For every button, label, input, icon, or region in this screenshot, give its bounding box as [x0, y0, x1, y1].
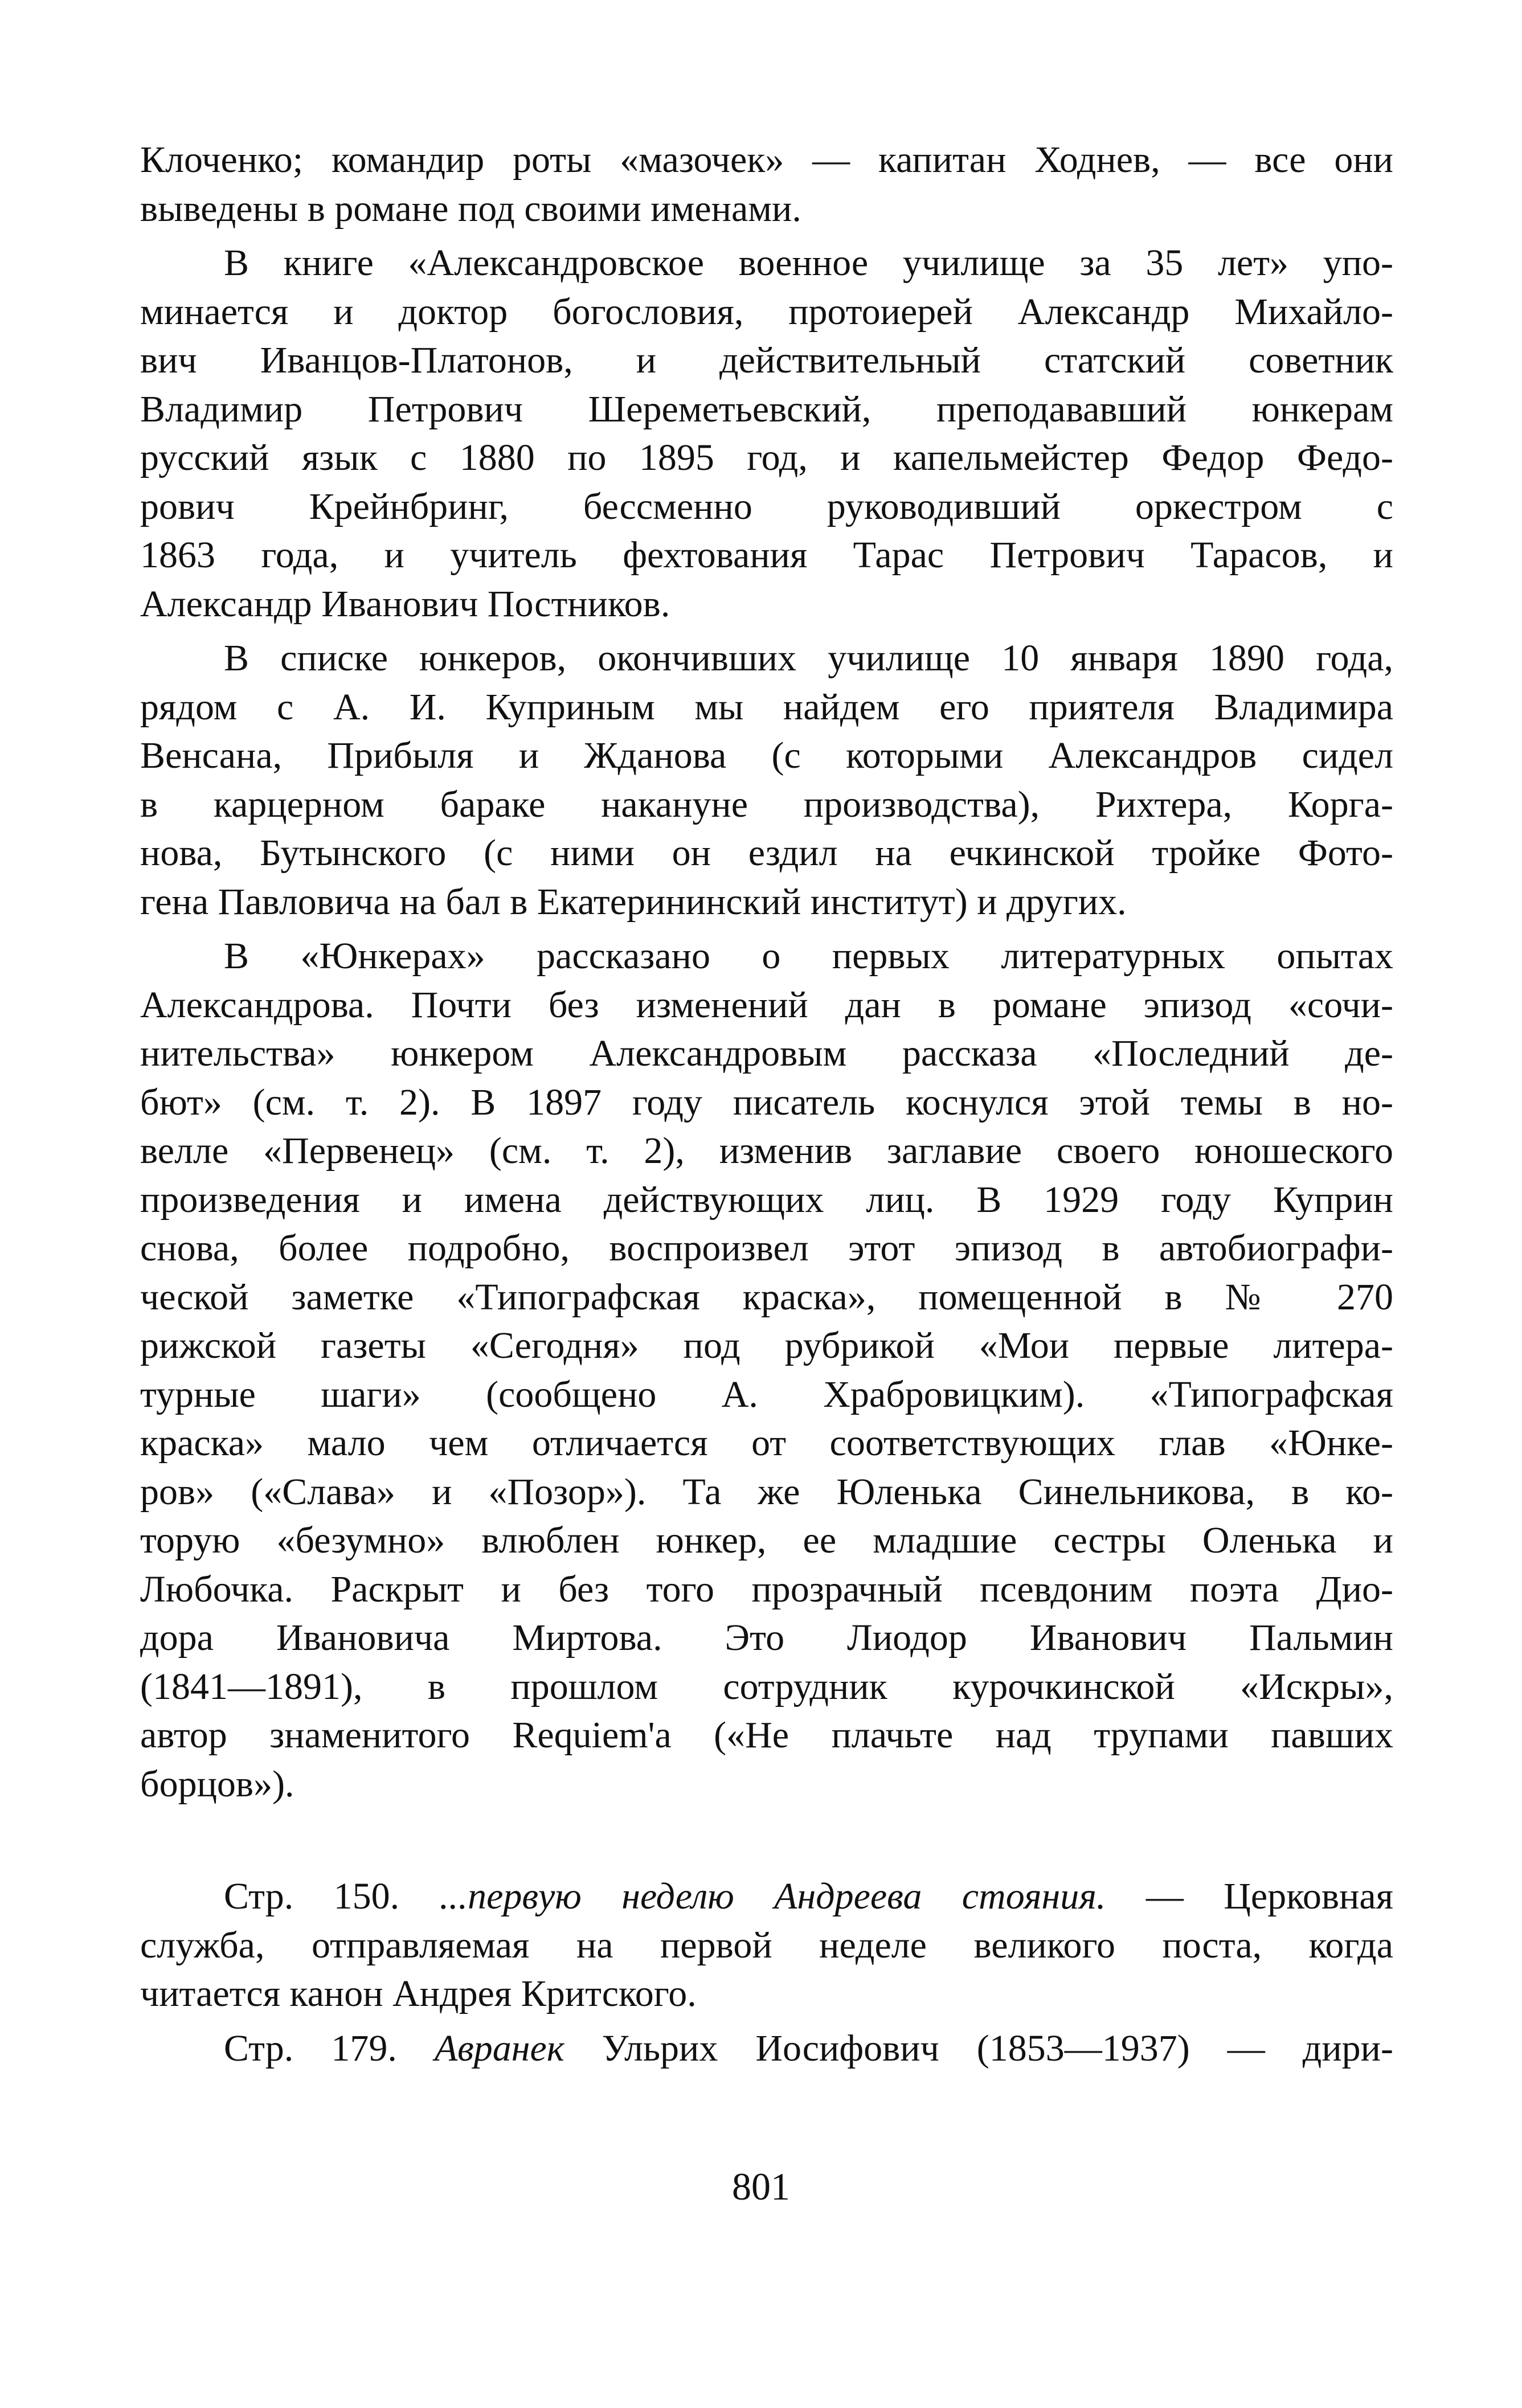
text-line: произведения и имена действующих лиц. В 1929 году Куприн — [140, 1178, 1393, 1221]
text-line: выведены в романе под своими именами. — [140, 187, 801, 230]
text-line: В списке юнкеров, окончивших училище 10 января 1890 года, — [224, 637, 1393, 679]
text-line: нительства» юнкером Александровым рассказа «Последний де- — [140, 1033, 1393, 1074]
note-text: Ульрих Иосифович (1853—1937) — дири- — [564, 2027, 1393, 2069]
paragraph — [140, 634, 1393, 926]
text-line: Александр Иванович Постников. — [140, 583, 670, 625]
text-line — [140, 1872, 1393, 1921]
text-line: 1863 года, и учитель фехтования Тарас Петрович Тарасов, и — [140, 534, 1393, 576]
note-ref: Стр. 179. — [224, 2027, 435, 2069]
text-line: рижской газеты «Сегодня» под рубрикой «Мои первые литера- — [140, 1325, 1393, 1366]
note-page-150 — [140, 1872, 1393, 2018]
text-line: вич Иванцов-Платонов, и действительный статский советник — [140, 339, 1393, 381]
text-line: ческой заметке «Типографская краска», помещенной в № 270 — [140, 1276, 1393, 1318]
text-line: (1841—1891), в прошлом сотрудник курочкинской «Искры», — [140, 1665, 1393, 1707]
text-line: служба, отправляемая на первой неделе великого поста, когда — [140, 1924, 1393, 1966]
paragraph — [140, 239, 1393, 628]
text-line: нова, Бутынского (с ними он ездил на ечкинской тройке Фото- — [140, 832, 1393, 874]
note-text: — Церковная — [1106, 1875, 1393, 1917]
paragraph — [140, 932, 1393, 1808]
note-title: Авранек — [434, 2027, 564, 2069]
text-line: читается канон Андрея Критского. — [140, 1973, 697, 2014]
text-line: гена Павловича на бал в Екатерининский институт) и других. — [140, 881, 1127, 923]
text-line: бют» (см. т. 2). В 1897 году писатель коснулся этой темы в но- — [140, 1081, 1393, 1123]
note-title: ...первую неделю Андреева стояния. — [439, 1875, 1106, 1917]
text-line — [140, 2024, 1393, 2073]
text-line: Клоченко; командир роты «мазочек» — капитан Ходнев, — все они — [140, 139, 1393, 181]
text-line: снова, более подробно, воспроизвел этот эпизод в автобиографи- — [140, 1227, 1393, 1269]
notes-section — [140, 1872, 1393, 2073]
text-line: В книге «Александровское военное училище за 35 лет» упо- — [224, 242, 1393, 284]
note-ref: Стр. 150. — [224, 1875, 440, 1917]
text-line: турные шаги» (сообщено А. Храбровицким). «Типографская — [140, 1373, 1393, 1415]
text-line: Александрова. Почти без изменений дан в романе эпизод «сочи- — [140, 984, 1393, 1026]
text-line: рядом с А. И. Куприным мы найдем его приятеля Владимира — [140, 686, 1393, 728]
text-line: Владимир Петрович Шереметьевский, преподававший юнкерам — [140, 388, 1393, 430]
note-page-179 — [140, 2024, 1393, 2073]
page-number: 801 — [732, 2165, 790, 2208]
page-body — [140, 136, 1393, 2073]
text-line: в карцерном бараке накануне производства), Рихтера, Корга- — [140, 783, 1393, 825]
main-text — [140, 136, 1393, 1808]
paragraph — [140, 136, 1393, 233]
text-line: торую «безумно» влюблен юнкер, ее младшие сестры Оленька и — [140, 1520, 1393, 1561]
text-line: русский язык с 1880 по 1895 год, и капельмейстер Федор Федо- — [140, 437, 1393, 478]
text-line: рович Крейнбринг, бессменно руководивший оркестром с — [140, 485, 1393, 527]
text-line: ров» («Слава» и «Позор»). Та же Юленька Синельникова, в ко- — [140, 1471, 1393, 1513]
text-line: В «Юнкерах» рассказано о первых литературных опытах — [224, 935, 1393, 977]
text-line: дора Ивановича Миртова. Это Лиодор Иванович Пальмин — [140, 1617, 1393, 1658]
text-line: борцов»). — [140, 1763, 294, 1805]
text-line: автор знаменитого Requiem'а («Не плачьте над трупами павших — [140, 1714, 1393, 1756]
text-line: Венсана, Прибыля и Жданова (с которыми Александров сидел — [140, 735, 1393, 776]
text-line: велле «Первенец» (см. т. 2), изменив заглавие своего юношеского — [140, 1130, 1393, 1172]
text-line: Любочка. Раскрыт и без того прозрачный псевдоним поэта Дио- — [140, 1568, 1393, 1610]
text-line: краска» мало чем отличается от соответствующих глав «Юнке- — [140, 1422, 1393, 1464]
text-line: минается и доктор богословия, протоиерей Александр Михайло- — [140, 290, 1393, 333]
